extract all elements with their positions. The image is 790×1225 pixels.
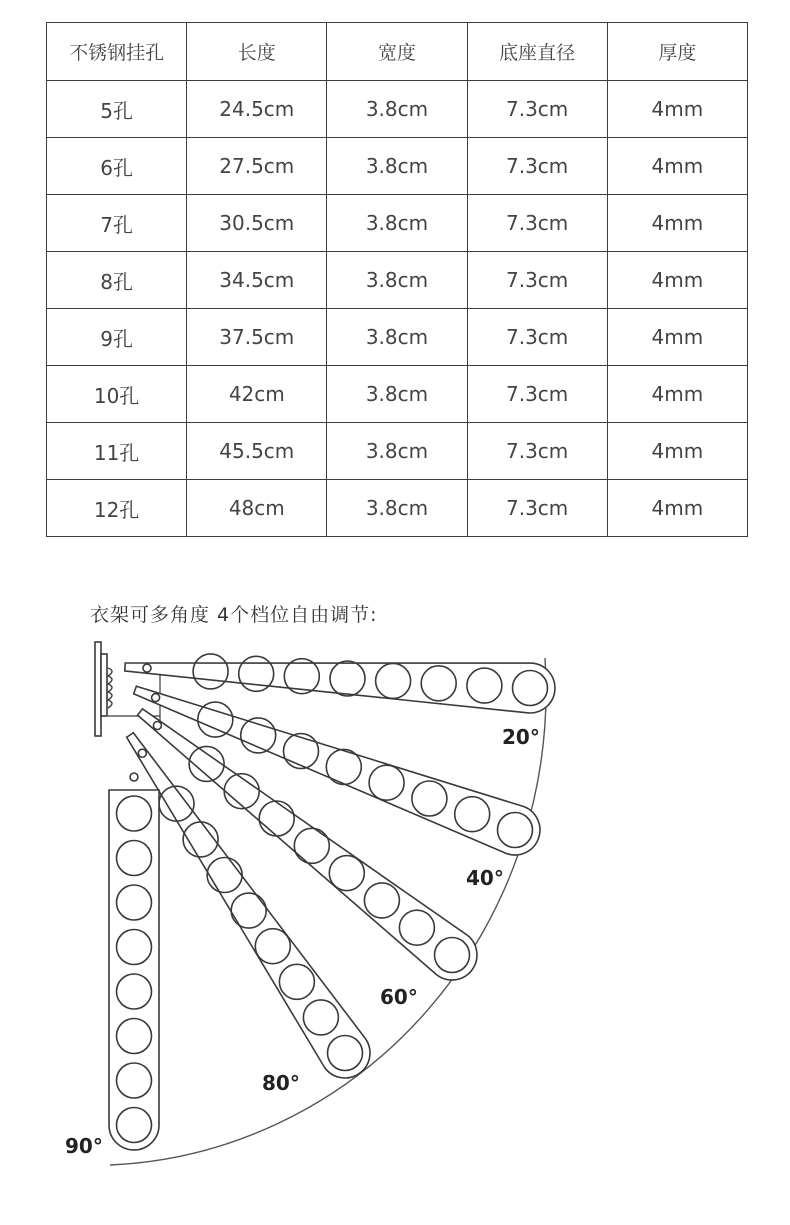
angle-label: 80°	[262, 1071, 300, 1095]
cell-width: 3.8cm	[327, 252, 467, 309]
cell-base-diameter: 7.3cm	[467, 366, 607, 423]
angle-label: 40°	[466, 866, 504, 890]
cell-base-diameter: 7.3cm	[467, 480, 607, 537]
table-header-row	[47, 23, 748, 81]
cell-length: 24.5cm	[187, 81, 327, 138]
cell-thickness: 4mm	[607, 309, 747, 366]
hanger-arm-body	[109, 790, 159, 1150]
cell-base-diameter: 7.3cm	[467, 423, 607, 480]
cell-base-diameter: 7.3cm	[467, 138, 607, 195]
cell-holes: 7孔	[47, 195, 187, 252]
cell-thickness: 4mm	[607, 480, 747, 537]
cell-width: 3.8cm	[327, 366, 467, 423]
cell-length: 48cm	[187, 480, 327, 537]
cell-holes: 11孔	[47, 423, 187, 480]
cell-length: 27.5cm	[187, 138, 327, 195]
spec-table	[46, 22, 748, 537]
cell-holes: 9孔	[47, 309, 187, 366]
cell-width: 3.8cm	[327, 309, 467, 366]
table-row	[47, 366, 748, 423]
cell-base-diameter: 7.3cm	[467, 252, 607, 309]
header-holes: 不锈钢挂孔	[47, 23, 187, 81]
cell-holes: 12孔	[47, 480, 187, 537]
cell-holes: 8孔	[47, 252, 187, 309]
table-row	[47, 138, 748, 195]
cell-base-diameter: 7.3cm	[467, 81, 607, 138]
cell-thickness: 4mm	[607, 366, 747, 423]
hanger-arm	[109, 773, 159, 1150]
table-row	[47, 195, 748, 252]
pivot-knob	[130, 773, 138, 781]
cell-holes: 5孔	[47, 81, 187, 138]
cell-base-diameter: 7.3cm	[467, 309, 607, 366]
cell-length: 34.5cm	[187, 252, 327, 309]
cell-length: 45.5cm	[187, 423, 327, 480]
cell-base-diameter: 7.3cm	[467, 195, 607, 252]
cell-width: 3.8cm	[327, 138, 467, 195]
hanger-angle-diagram	[0, 620, 790, 1225]
cell-thickness: 4mm	[607, 252, 747, 309]
header-length: 长度	[187, 23, 327, 81]
table-row	[47, 480, 748, 537]
angle-label: 20°	[502, 725, 540, 749]
cell-width: 3.8cm	[327, 480, 467, 537]
cell-width: 3.8cm	[327, 423, 467, 480]
header-width: 宽度	[327, 23, 467, 81]
table-row	[47, 423, 748, 480]
cell-length: 30.5cm	[187, 195, 327, 252]
angle-label: 90°	[65, 1134, 103, 1158]
angle-label: 60°	[380, 985, 418, 1009]
diagram-caption: 衣架可多角度 4个档位自由调节:	[90, 604, 378, 626]
cell-width: 3.8cm	[327, 195, 467, 252]
header-base-diameter: 底座直径	[467, 23, 607, 81]
cell-width: 3.8cm	[327, 81, 467, 138]
table-row	[47, 309, 748, 366]
cell-thickness: 4mm	[607, 138, 747, 195]
cell-thickness: 4mm	[607, 81, 747, 138]
cell-thickness: 4mm	[607, 423, 747, 480]
cell-thickness: 4mm	[607, 195, 747, 252]
cell-holes: 6孔	[47, 138, 187, 195]
header-thickness: 厚度	[607, 23, 747, 81]
table-row	[47, 81, 748, 138]
table-row	[47, 252, 748, 309]
cell-length: 37.5cm	[187, 309, 327, 366]
cell-holes: 10孔	[47, 366, 187, 423]
cell-length: 42cm	[187, 366, 327, 423]
